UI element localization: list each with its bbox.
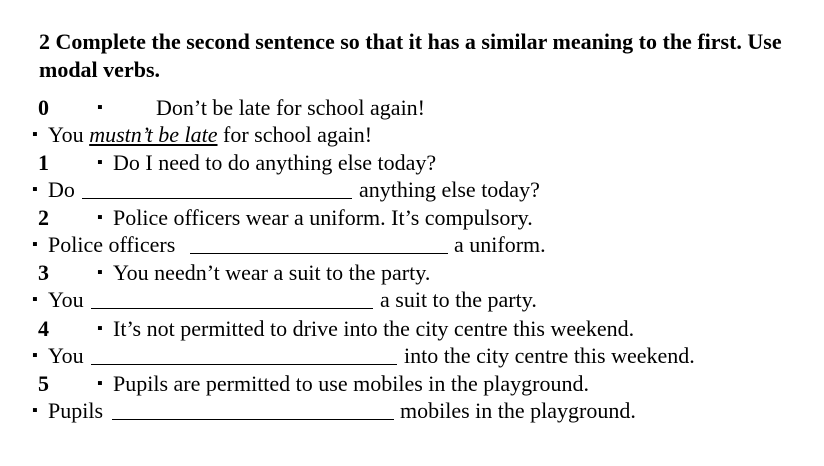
answer-start: Do xyxy=(48,177,75,202)
answer-blank[interactable] xyxy=(82,198,352,199)
answer-start: You xyxy=(48,343,84,368)
bullet-icon: ▪ xyxy=(32,291,38,308)
item-number: 2 xyxy=(38,205,49,230)
item-number: 1 xyxy=(38,150,49,175)
bullet-icon: ▪ xyxy=(32,236,38,253)
answer-blank[interactable] xyxy=(190,253,448,254)
item-prompt: It’s not permitted to drive into the city centre this weekend. xyxy=(113,316,635,341)
answer-start: You xyxy=(48,287,84,312)
bullet-icon: ▪ xyxy=(97,264,103,281)
answer-start: Pupils xyxy=(48,398,104,423)
item-prompt: Don’t be late for school again! xyxy=(156,95,426,120)
example-answer: mustn’t be late xyxy=(89,122,218,147)
answer-start: You xyxy=(48,122,90,147)
answer-end: anything else today? xyxy=(359,177,540,202)
item-answer xyxy=(48,121,372,149)
item-number: 0 xyxy=(38,95,49,120)
answer-end: for school again! xyxy=(217,122,373,147)
item-number: 5 xyxy=(38,371,49,396)
answer-blank[interactable] xyxy=(112,419,394,420)
bullet-icon: ▪ xyxy=(32,126,38,143)
exercise-heading: 2 Complete the second sentence so that it has a similar meaning to the first. Use modal verbs. xyxy=(39,29,782,82)
answer-end: a uniform. xyxy=(454,232,546,257)
bullet-icon: ▪ xyxy=(32,347,38,364)
item-prompt: Do I need to do anything else today? xyxy=(113,150,437,175)
bullet-icon: ▪ xyxy=(97,209,103,226)
bullet-icon: ▪ xyxy=(97,99,103,116)
answer-blank[interactable] xyxy=(91,364,397,365)
item-number: 4 xyxy=(38,316,49,341)
answer-end: a suit to the party. xyxy=(380,287,537,312)
answer-start: Police officers xyxy=(48,232,176,257)
item-prompt: Police officers wear a uniform. It’s compulsory. xyxy=(113,205,533,230)
bullet-icon: ▪ xyxy=(97,320,103,337)
answer-end: mobiles in the playground. xyxy=(400,398,636,423)
bullet-icon: ▪ xyxy=(32,181,38,198)
bullet-icon: ▪ xyxy=(32,402,38,419)
answer-blank[interactable] xyxy=(91,308,373,309)
item-prompt: You needn’t wear a suit to the party. xyxy=(113,260,431,285)
answer-end: into the city centre this weekend. xyxy=(404,343,695,368)
item-prompt: Pupils are permitted to use mobiles in the playground. xyxy=(113,371,589,396)
item-number: 3 xyxy=(38,260,49,285)
bullet-icon: ▪ xyxy=(97,154,103,171)
bullet-icon: ▪ xyxy=(97,375,103,392)
